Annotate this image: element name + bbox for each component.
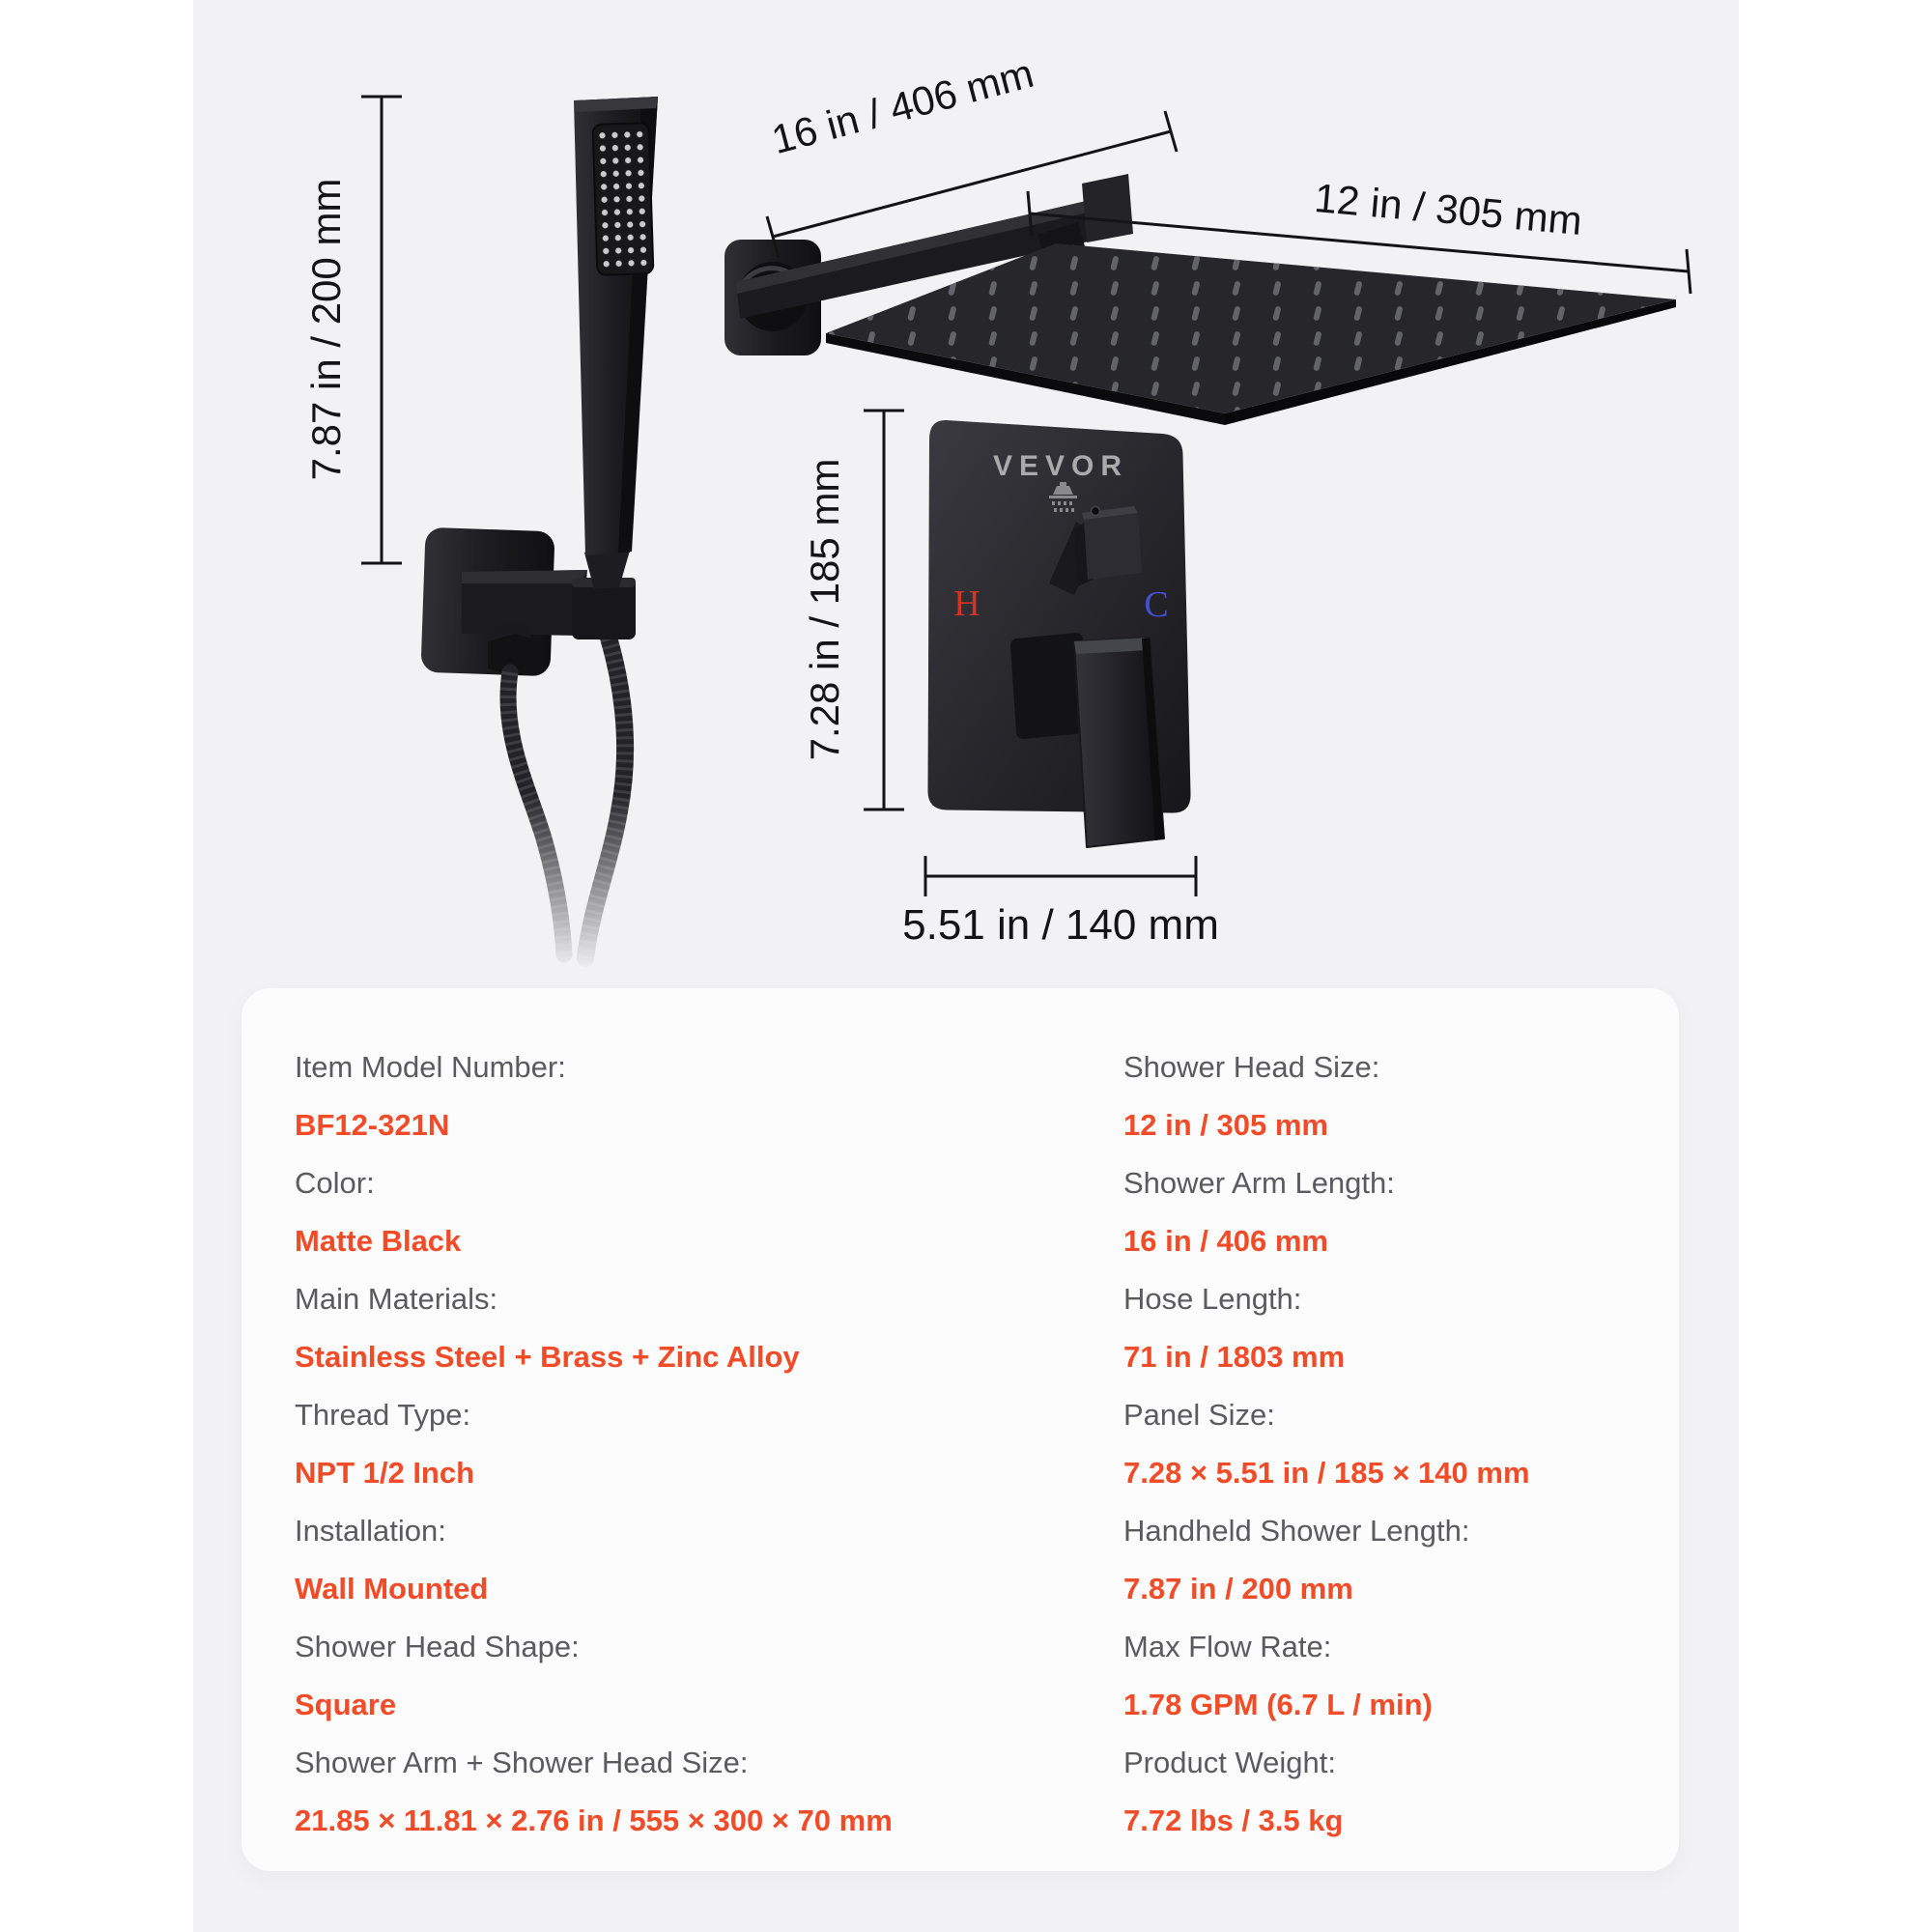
spec-label: Shower Head Shape:	[295, 1630, 580, 1663]
spec-label: Installation:	[295, 1514, 446, 1548]
panel-height-dimension	[802, 411, 904, 810]
spec-label: Item Model Number:	[295, 1050, 566, 1084]
arm-length-label: 16 in / 406 mm	[766, 49, 1038, 163]
spec-value: Stainless Steel + Brass + Zinc Alloy	[295, 1340, 800, 1374]
spec-value: NPT 1/2 Inch	[295, 1456, 475, 1490]
spec-label: Product Weight:	[1123, 1746, 1336, 1779]
spec-value: 7.28 × 5.51 in / 185 × 140 mm	[1123, 1456, 1530, 1490]
spec-value: 1.78 GPM (6.7 L / min)	[1123, 1688, 1433, 1721]
spec-card	[242, 988, 1679, 1871]
cold-marking: C	[1144, 584, 1169, 625]
shower-hoses	[508, 638, 625, 958]
panel-width-dimension	[902, 856, 1219, 949]
spec-label: Hose Length:	[1123, 1282, 1302, 1316]
spec-label: Main Materials:	[295, 1282, 498, 1316]
spec-value: 16 in / 406 mm	[1123, 1224, 1328, 1258]
arm-end-block	[1082, 174, 1133, 242]
spec-label: Thread Type:	[295, 1398, 471, 1432]
spec-value: Matte Black	[295, 1224, 462, 1258]
spec-label: Shower Head Size:	[1123, 1050, 1380, 1084]
spec-value: Wall Mounted	[295, 1572, 489, 1605]
panel-width-label: 5.51 in / 140 mm	[902, 901, 1219, 949]
brand-logo: VEVOR	[992, 450, 1129, 482]
spec-value: 7.72 lbs / 3.5 kg	[1123, 1804, 1344, 1837]
spec-label: Panel Size:	[1123, 1398, 1275, 1432]
wand-spray-face	[593, 123, 654, 275]
spec-value: 71 in / 1803 mm	[1123, 1340, 1346, 1374]
handheld-length-dimension	[303, 97, 402, 563]
hot-marking: H	[953, 583, 980, 624]
spec-label: Handheld Shower Length:	[1123, 1514, 1470, 1548]
spec-label: Shower Arm + Shower Head Size:	[295, 1746, 749, 1779]
valve-panel-image	[927, 420, 1190, 847]
spec-label: Shower Arm Length:	[1123, 1166, 1395, 1200]
handheld-shower-image	[420, 97, 658, 958]
panel-height-label: 7.28 in / 185 mm	[802, 458, 847, 761]
spec-label: Max Flow Rate:	[1123, 1630, 1332, 1663]
spec-value: 12 in / 305 mm	[1123, 1108, 1328, 1142]
spec-value: Square	[295, 1688, 397, 1721]
spec-value: 7.87 in / 200 mm	[1123, 1572, 1353, 1605]
handheld-length-label: 7.87 in / 200 mm	[303, 178, 349, 481]
spec-value: BF12-321N	[295, 1108, 450, 1142]
spec-value: 21.85 × 11.81 × 2.76 in / 555 × 300 × 70 mm	[295, 1804, 893, 1837]
head-size-label: 12 in / 305 mm	[1312, 175, 1584, 244]
spec-column-right	[1123, 1038, 1664, 1850]
spec-column-left	[295, 1038, 1096, 1850]
spec-label: Color:	[295, 1166, 375, 1200]
